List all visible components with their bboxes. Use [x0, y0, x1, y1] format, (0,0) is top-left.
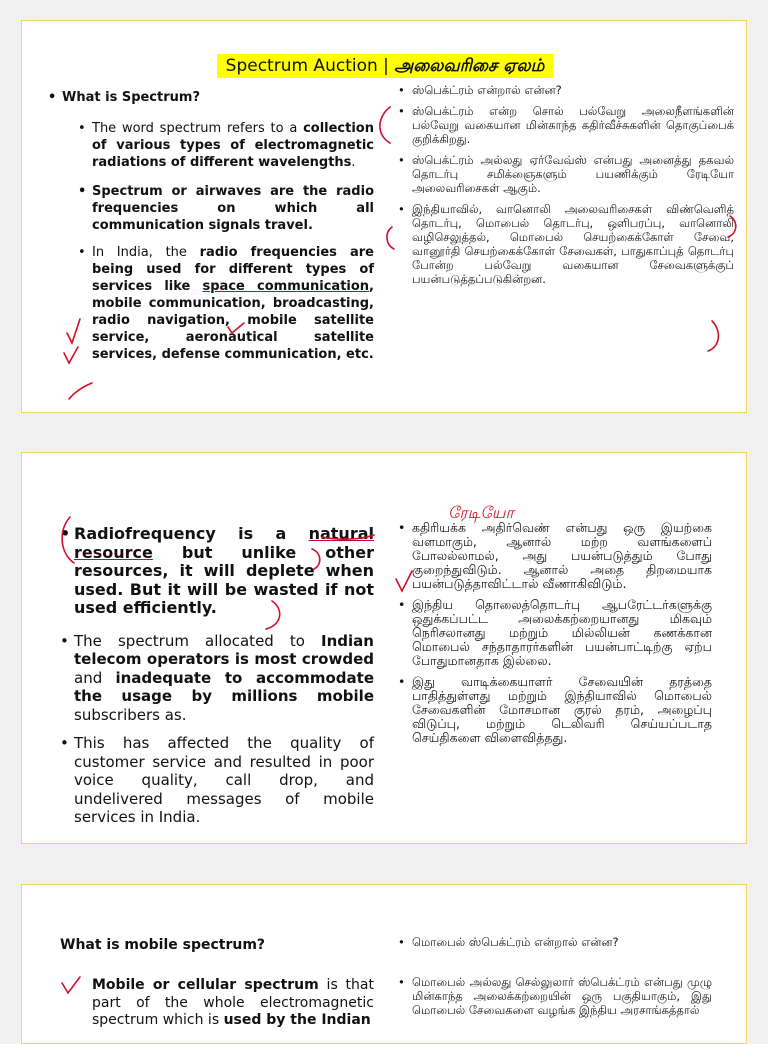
list-item: • This has affected the quality of customer service and resulted in poor voice quality, call drop, and undelivered messages of mobile services in India.	[74, 734, 374, 827]
list-item: • The word spectrum refers to a collection of various types of electromagnetic radiations of different wavelengths.	[92, 120, 374, 171]
list-item: • The spectrum allocated to Indian telecom operators is most crowded and inadequate to accommodate the usage by millions mobile subscribers as.	[74, 632, 374, 725]
list-item: • இந்தியாவில், வானொலி அலைவரிசைகள் விண்வெளித் தொடர்பு, மொபைல் தொடர்பு, ஒளிபரப்பு, வானொலி வழிசெலுத்தல், மொபைல் செயற்கைக்கோள் சேவை, வானூர்தி செயற்கைக்கோள் சேவைகள், பாதுகாப்புத் தொடர்பு போன்ற பல்வேறு வகையான சேவைகளுக்குப் பயன்படுத்தப்படுகின்றன.	[412, 202, 734, 286]
list-item: • கதிரியக்க அதிர்வெண் என்பது ஒரு இயற்கை வளமாகும், ஆனால் மற்ற வளங்களைப் போலல்லாமல், அது பயன்படுத்தும் போது குறைந்துவிடும். ஆனால் அதை திறமையாக பயன்படுத்தாவிட்டால் வீணாகிவிடும்.	[412, 521, 712, 591]
list-item: • ஸ்பெக்ட்ரம் அல்லது ஏர்வேவ்ஸ் என்பது அனைத்து தகவல் தொடர்பு சமிக்ஞைகளும் பயணிக்கும் ரேடியோ அலைவரிசைகள் ஆகும்.	[412, 153, 734, 195]
handwritten-annotations	[22, 21, 747, 413]
title-tamil: அலைவரிசை ஏலம்	[394, 56, 545, 76]
title-english: Spectrum Auction |	[225, 56, 389, 76]
handwritten-annotations	[22, 885, 747, 1044]
handwritten-annotations	[22, 453, 747, 844]
list-item: • இந்திய தொலைத்தொடர்பு ஆபரேட்டர்களுக்கு ஒதுக்கப்பட்ட அலைக்கற்றையானது மிகவும் நெரிசலானது மற்றும் மில்லியன் கணக்கான மொபைல் சந்தாதாரர்களின் பயன்பாட்டிற்கு ஏற்ப போதுமானதாக இல்லை.	[412, 598, 712, 668]
heading-what-is-spectrum: • What is Spectrum?	[62, 89, 374, 106]
heading-mobile-spectrum: What is mobile spectrum?	[60, 937, 266, 953]
list-item: • Radiofrequency is a natural resource but unlike other resources, it will deplete when used. But it will be wasted if not used efficiently.	[74, 525, 374, 618]
list-item: • In India, the radio frequencies are being used for different types of services like space communication, mobile communication, broadcasting, radio navigation, mobile satellite service, aeronautical satellite services, defense communication, etc.	[92, 244, 374, 363]
slide-mobile-spectrum	[21, 884, 747, 1044]
slide-spectrum-auction	[21, 20, 747, 413]
list-item: • மொபைல் அல்லது செல்லுலார் ஸ்பெக்ட்ரம் என்பது முழு மின்காந்த அலைக்கற்றையின் ஒரு பகுதியாகும், இது மொபைல் சேவைகளை வழங்க இந்திய அரசாங்கத்தால்	[412, 975, 712, 1017]
list-item: • இது வாடிக்கையாளர் சேவையின் தரத்தை பாதித்துள்ளது மற்றும் இந்தியாவில் மொபைல் சேவைகளின் மோசமான குரல் தரம், அழைப்பு விடுப்பு, மற்றும் டெலிவரி செய்யப்படாத செய்திகளை விளைவித்தது.	[412, 675, 712, 745]
list-item: • மொபைல் ஸ்பெக்ட்ரம் என்றால் என்ன?	[412, 935, 712, 949]
paragraph-mobile-spectrum: Mobile or cellular spectrum is that part of the whole electromagnetic spectrum which is used by the Indian	[92, 977, 374, 1028]
list-item: • ஸ்பெக்ட்ரம் என்றால் என்ன?	[412, 83, 734, 97]
handwritten-note: ரேடியோ	[448, 503, 514, 522]
slide-radiofrequency	[21, 452, 747, 844]
list-item: • ஸ்பெக்ட்ரம் என்ற சொல் பல்வேறு அலைநீளங்களின் பல்வேறு வகையான மின்காந்த கதிர்வீச்சுகளின் தொகுப்பைக் குறிக்கிறது.	[412, 104, 734, 146]
list-item: • Spectrum or airwaves are the radio frequencies on which all communication signals travel.	[92, 183, 374, 234]
